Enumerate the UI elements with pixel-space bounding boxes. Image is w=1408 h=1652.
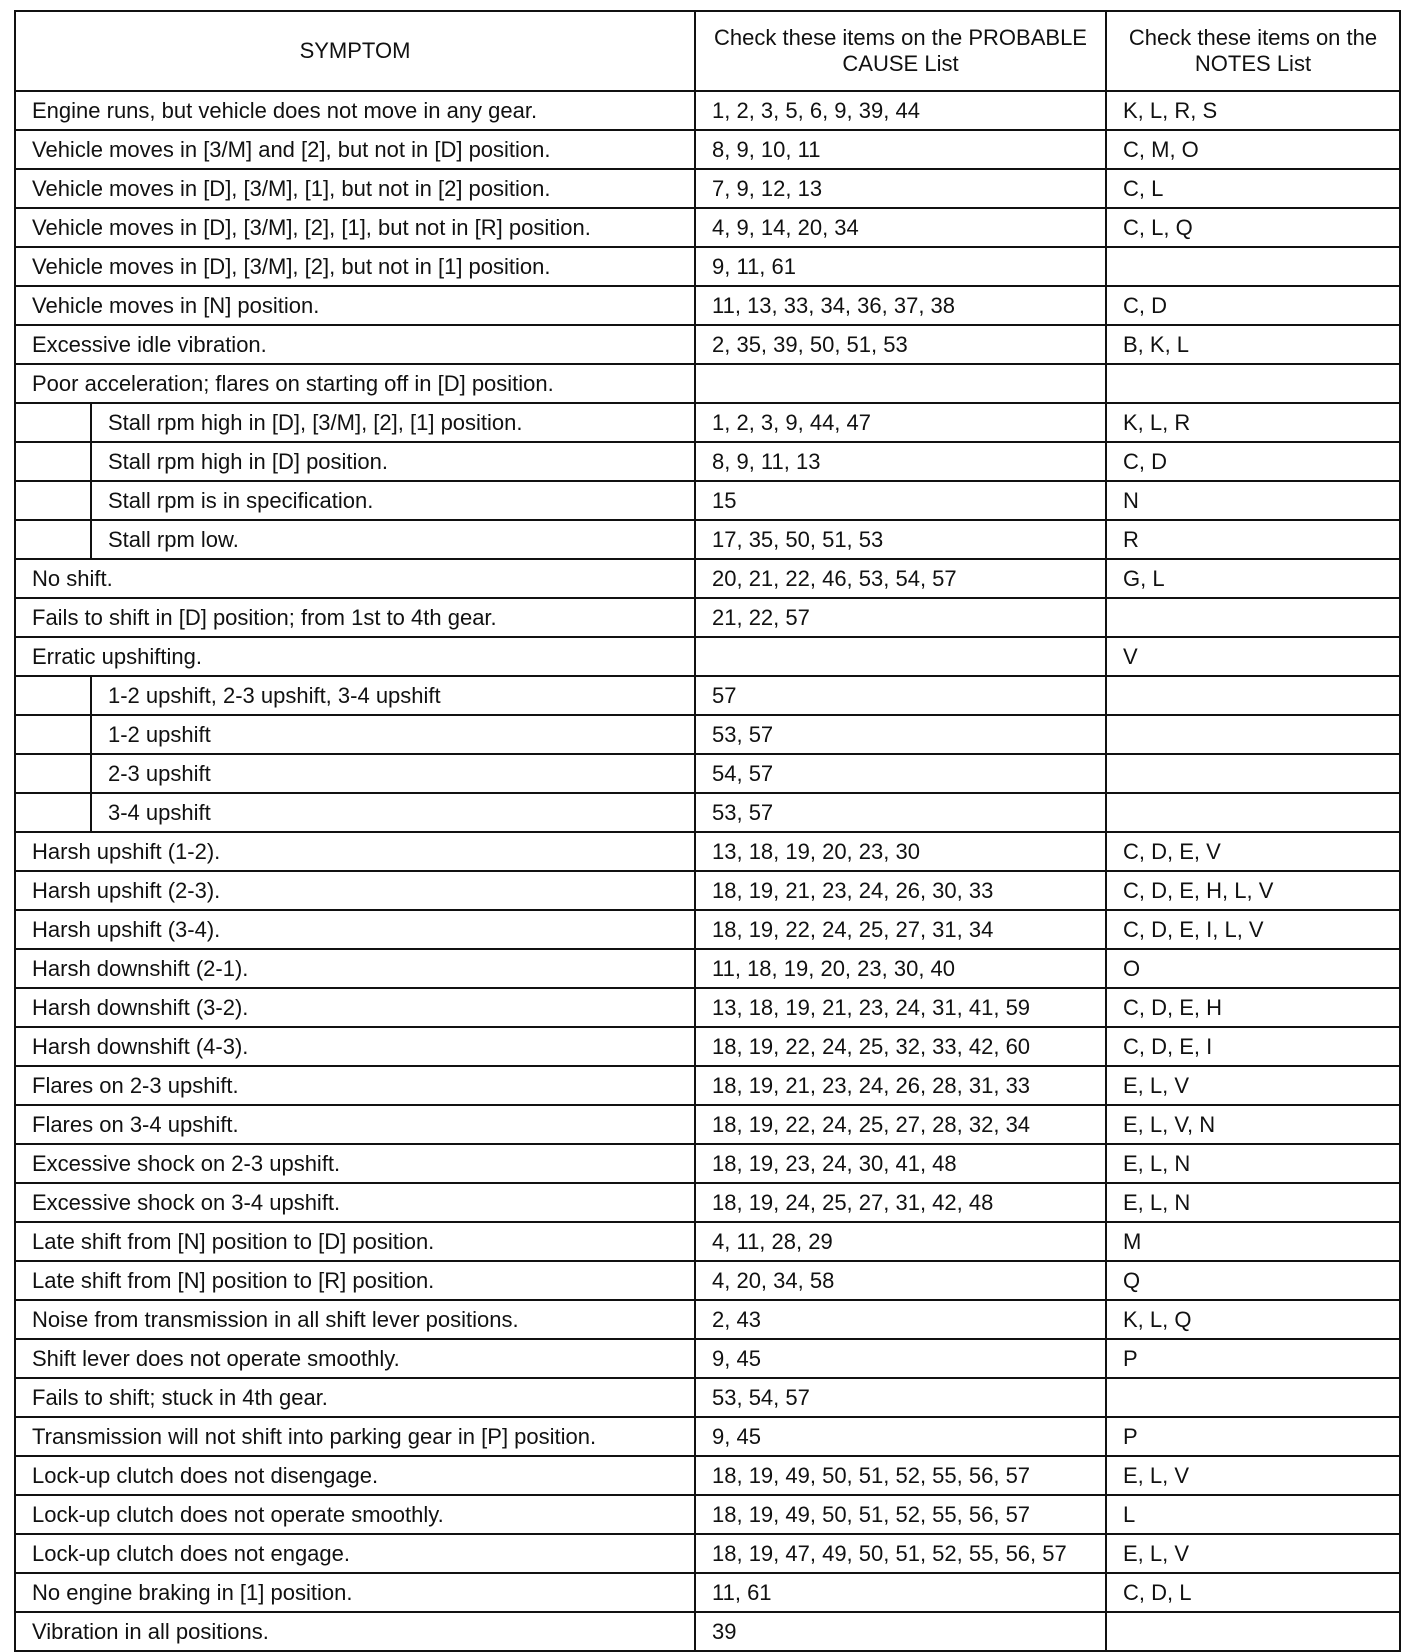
symptom-cell: Stall rpm low. — [15, 520, 695, 559]
probable-cause-cell: 18, 19, 22, 24, 25, 27, 28, 32, 34 — [695, 1105, 1106, 1144]
table-row — [15, 1378, 1400, 1417]
probable-cause-cell: 9, 45 — [695, 1417, 1106, 1456]
probable-cause-cell: 4, 20, 34, 58 — [695, 1261, 1106, 1300]
symptom-cell: Late shift from [N] position to [D] position. — [15, 1222, 695, 1261]
table-row — [15, 754, 1400, 793]
notes-cell: P — [1106, 1339, 1400, 1378]
table-row — [15, 793, 1400, 832]
table-row — [15, 559, 1400, 598]
symptom-cell: 1-2 upshift, 2-3 upshift, 3-4 upshift — [15, 676, 695, 715]
table-row — [15, 637, 1400, 676]
table-row — [15, 1144, 1400, 1183]
symptom-cell: Lock-up clutch does not disengage. — [15, 1456, 695, 1495]
table-row — [15, 1456, 1400, 1495]
notes-cell: C, L, Q — [1106, 208, 1400, 247]
notes-cell: M — [1106, 1222, 1400, 1261]
notes-cell: C, D — [1106, 286, 1400, 325]
symptom-cell: Excessive shock on 3-4 upshift. — [15, 1183, 695, 1222]
probable-cause-cell: 8, 9, 11, 13 — [695, 442, 1106, 481]
table-row — [15, 364, 1400, 403]
notes-cell: P — [1106, 1417, 1400, 1456]
notes-cell: E, L, V — [1106, 1534, 1400, 1573]
probable-cause-cell: 18, 19, 23, 24, 30, 41, 48 — [695, 1144, 1106, 1183]
probable-cause-cell: 9, 45 — [695, 1339, 1106, 1378]
table-row — [15, 403, 1400, 442]
probable-cause-cell: 1, 2, 3, 5, 6, 9, 39, 44 — [695, 91, 1106, 130]
symptom-cell: Noise from transmission in all shift lever positions. — [15, 1300, 695, 1339]
table-row — [15, 910, 1400, 949]
symptom-cell: 1-2 upshift — [15, 715, 695, 754]
probable-cause-cell: 4, 9, 14, 20, 34 — [695, 208, 1106, 247]
notes-cell: O — [1106, 949, 1400, 988]
table-row — [15, 988, 1400, 1027]
table-row — [15, 130, 1400, 169]
probable-cause-cell: 18, 19, 49, 50, 51, 52, 55, 56, 57 — [695, 1495, 1106, 1534]
symptom-cell: No shift. — [15, 559, 695, 598]
symptom-cell: Transmission will not shift into parking gear in [P] position. — [15, 1417, 695, 1456]
table-row — [15, 1222, 1400, 1261]
notes-cell: E, L, V — [1106, 1066, 1400, 1105]
symptom-cell: Engine runs, but vehicle does not move in any gear. — [15, 91, 695, 130]
table-row — [15, 1417, 1400, 1456]
notes-cell: N — [1106, 481, 1400, 520]
symptom-cell: Stall rpm high in [D] position. — [15, 442, 695, 481]
table-row — [15, 1105, 1400, 1144]
probable-cause-cell: 18, 19, 22, 24, 25, 32, 33, 42, 60 — [695, 1027, 1106, 1066]
table-row — [15, 676, 1400, 715]
symptom-cell: 3-4 upshift — [15, 793, 695, 832]
notes-cell: E, L, V — [1106, 1456, 1400, 1495]
table-row — [15, 949, 1400, 988]
table-row — [15, 1534, 1400, 1573]
notes-cell: K, L, R — [1106, 403, 1400, 442]
symptom-cell: Fails to shift in [D] position; from 1st to 4th gear. — [15, 598, 695, 637]
table-row — [15, 91, 1400, 130]
symptom-cell: Shift lever does not operate smoothly. — [15, 1339, 695, 1378]
header-notes: Check these items on the NOTES List — [1106, 11, 1400, 91]
probable-cause-cell: 15 — [695, 481, 1106, 520]
symptom-cell: Flares on 2-3 upshift. — [15, 1066, 695, 1105]
notes-cell: E, L, V, N — [1106, 1105, 1400, 1144]
notes-cell: C, D, E, H, L, V — [1106, 871, 1400, 910]
table-row — [15, 871, 1400, 910]
table-row — [15, 598, 1400, 637]
symptom-cell: 2-3 upshift — [15, 754, 695, 793]
probable-cause-cell: 53, 54, 57 — [695, 1378, 1106, 1417]
notes-cell: C, D, E, H — [1106, 988, 1400, 1027]
symptom-cell: Stall rpm is in specification. — [15, 481, 695, 520]
notes-cell: E, L, N — [1106, 1144, 1400, 1183]
probable-cause-cell: 13, 18, 19, 21, 23, 24, 31, 41, 59 — [695, 988, 1106, 1027]
probable-cause-cell — [695, 637, 1106, 676]
table-row — [15, 1573, 1400, 1612]
symptom-cell: Stall rpm high in [D], [3/M], [2], [1] position. — [15, 403, 695, 442]
probable-cause-cell: 18, 19, 49, 50, 51, 52, 55, 56, 57 — [695, 1456, 1106, 1495]
header-symptom: SYMPTOM — [15, 11, 695, 91]
probable-cause-cell: 53, 57 — [695, 793, 1106, 832]
probable-cause-cell: 4, 11, 28, 29 — [695, 1222, 1106, 1261]
symptom-table — [14, 10, 1401, 1652]
table-row — [15, 325, 1400, 364]
table-row — [15, 481, 1400, 520]
symptom-cell: Vehicle moves in [D], [3/M], [2], [1], but not in [R] position. — [15, 208, 695, 247]
symptom-cell: Vehicle moves in [N] position. — [15, 286, 695, 325]
symptom-cell: Harsh downshift (3-2). — [15, 988, 695, 1027]
notes-cell — [1106, 1612, 1400, 1651]
notes-cell: V — [1106, 637, 1400, 676]
probable-cause-cell: 1, 2, 3, 9, 44, 47 — [695, 403, 1106, 442]
notes-cell — [1106, 754, 1400, 793]
symptom-cell: Vehicle moves in [D], [3/M], [2], but not in [1] position. — [15, 247, 695, 286]
notes-cell — [1106, 793, 1400, 832]
table-row — [15, 208, 1400, 247]
notes-cell: B, K, L — [1106, 325, 1400, 364]
symptom-cell: Flares on 3-4 upshift. — [15, 1105, 695, 1144]
symptom-cell: Harsh upshift (3-4). — [15, 910, 695, 949]
symptom-cell: Lock-up clutch does not operate smoothly. — [15, 1495, 695, 1534]
symptom-cell: Excessive shock on 2-3 upshift. — [15, 1144, 695, 1183]
symptom-cell: Harsh downshift (2-1). — [15, 949, 695, 988]
notes-cell: L — [1106, 1495, 1400, 1534]
table-body — [15, 91, 1400, 1651]
probable-cause-cell: 39 — [695, 1612, 1106, 1651]
table-row — [15, 1339, 1400, 1378]
notes-cell: G, L — [1106, 559, 1400, 598]
notes-cell: Q — [1106, 1261, 1400, 1300]
notes-cell — [1106, 715, 1400, 754]
symptom-cell: Late shift from [N] position to [R] position. — [15, 1261, 695, 1300]
notes-cell — [1106, 598, 1400, 637]
probable-cause-cell: 21, 22, 57 — [695, 598, 1106, 637]
notes-cell: C, L — [1106, 169, 1400, 208]
symptom-cell: Vehicle moves in [3/M] and [2], but not in [D] position. — [15, 130, 695, 169]
symptom-cell: Harsh upshift (2-3). — [15, 871, 695, 910]
symptom-cell: Harsh downshift (4-3). — [15, 1027, 695, 1066]
table-row — [15, 442, 1400, 481]
notes-cell — [1106, 364, 1400, 403]
notes-cell — [1106, 676, 1400, 715]
notes-cell: E, L, N — [1106, 1183, 1400, 1222]
probable-cause-cell: 11, 61 — [695, 1573, 1106, 1612]
symptom-cell: Poor acceleration; flares on starting off in [D] position. — [15, 364, 695, 403]
symptom-cell: Vibration in all positions. — [15, 1612, 695, 1651]
troubleshooting-table-sheet — [14, 10, 1399, 1652]
probable-cause-cell — [695, 364, 1106, 403]
probable-cause-cell: 17, 35, 50, 51, 53 — [695, 520, 1106, 559]
symptom-cell: Lock-up clutch does not engage. — [15, 1534, 695, 1573]
probable-cause-cell: 2, 35, 39, 50, 51, 53 — [695, 325, 1106, 364]
probable-cause-cell: 11, 18, 19, 20, 23, 30, 40 — [695, 949, 1106, 988]
table-row — [15, 286, 1400, 325]
probable-cause-cell: 18, 19, 24, 25, 27, 31, 42, 48 — [695, 1183, 1106, 1222]
notes-cell: C, D, E, V — [1106, 832, 1400, 871]
notes-cell: C, D, L — [1106, 1573, 1400, 1612]
probable-cause-cell: 18, 19, 21, 23, 24, 26, 30, 33 — [695, 871, 1106, 910]
table-row — [15, 1612, 1400, 1651]
probable-cause-cell: 9, 11, 61 — [695, 247, 1106, 286]
probable-cause-cell: 7, 9, 12, 13 — [695, 169, 1106, 208]
table-row — [15, 1027, 1400, 1066]
notes-cell: C, D — [1106, 442, 1400, 481]
symptom-cell: Vehicle moves in [D], [3/M], [1], but not in [2] position. — [15, 169, 695, 208]
table-row — [15, 520, 1400, 559]
header-row — [15, 11, 1400, 91]
notes-cell: R — [1106, 520, 1400, 559]
header-probable-cause: Check these items on the PROBABLE CAUSE List — [695, 11, 1106, 91]
probable-cause-cell: 18, 19, 47, 49, 50, 51, 52, 55, 56, 57 — [695, 1534, 1106, 1573]
table-row — [15, 1066, 1400, 1105]
table-row — [15, 715, 1400, 754]
probable-cause-cell: 11, 13, 33, 34, 36, 37, 38 — [695, 286, 1106, 325]
symptom-cell: Excessive idle vibration. — [15, 325, 695, 364]
probable-cause-cell: 20, 21, 22, 46, 53, 54, 57 — [695, 559, 1106, 598]
table-row — [15, 247, 1400, 286]
symptom-cell: Fails to shift; stuck in 4th gear. — [15, 1378, 695, 1417]
notes-cell: C, D, E, I, L, V — [1106, 910, 1400, 949]
symptom-cell: Erratic upshifting. — [15, 637, 695, 676]
table-row — [15, 832, 1400, 871]
table-row — [15, 1300, 1400, 1339]
symptom-cell: No engine braking in [1] position. — [15, 1573, 695, 1612]
notes-cell — [1106, 247, 1400, 286]
probable-cause-cell: 13, 18, 19, 20, 23, 30 — [695, 832, 1106, 871]
notes-cell: C, M, O — [1106, 130, 1400, 169]
probable-cause-cell: 2, 43 — [695, 1300, 1106, 1339]
table-row — [15, 1495, 1400, 1534]
probable-cause-cell: 8, 9, 10, 11 — [695, 130, 1106, 169]
notes-cell: K, L, R, S — [1106, 91, 1400, 130]
probable-cause-cell: 53, 57 — [695, 715, 1106, 754]
notes-cell — [1106, 1378, 1400, 1417]
table-row — [15, 1261, 1400, 1300]
probable-cause-cell: 57 — [695, 676, 1106, 715]
notes-cell: K, L, Q — [1106, 1300, 1400, 1339]
notes-cell: C, D, E, I — [1106, 1027, 1400, 1066]
table-row — [15, 1183, 1400, 1222]
table-row — [15, 169, 1400, 208]
symptom-cell: Harsh upshift (1-2). — [15, 832, 695, 871]
probable-cause-cell: 18, 19, 21, 23, 24, 26, 28, 31, 33 — [695, 1066, 1106, 1105]
probable-cause-cell: 54, 57 — [695, 754, 1106, 793]
probable-cause-cell: 18, 19, 22, 24, 25, 27, 31, 34 — [695, 910, 1106, 949]
